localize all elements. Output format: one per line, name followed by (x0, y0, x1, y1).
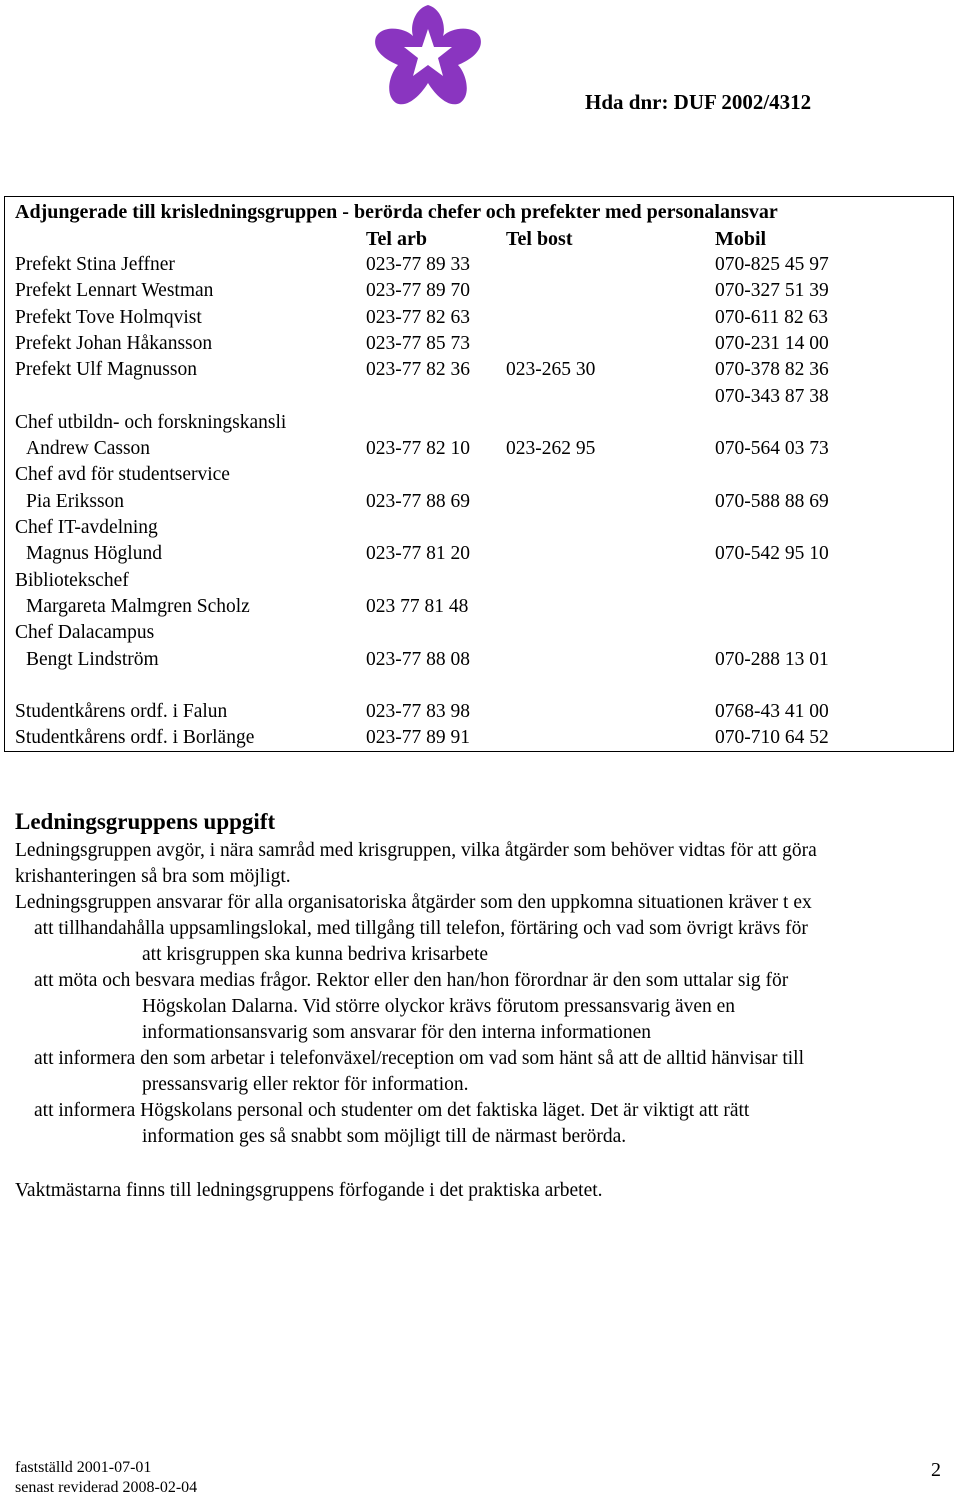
table-row (5, 280, 953, 306)
tel-arb-cell: 023-77 88 08 (366, 648, 470, 670)
paragraph-line: Ledningsgruppen avgör, i nära samråd med krisgruppen, vilka åtgärder som behöver vidtas för att göra (15, 840, 817, 861)
mobil-cell: 070-343 87 38 (715, 385, 829, 407)
table-header-row (5, 228, 953, 254)
table-row (5, 649, 953, 675)
tel-arb-cell: 023-77 83 98 (366, 701, 470, 723)
page-number: 2 (931, 1459, 941, 1481)
table-row (5, 701, 953, 727)
name-cell: Andrew Casson (26, 438, 151, 460)
mobil-cell: 070-825 45 97 (715, 254, 829, 275)
table-row (5, 412, 953, 438)
mobil-cell: 070-611 82 63 (715, 306, 829, 328)
footer-revised-date: senast reviderad 2008-02-04 (15, 1479, 198, 1496)
tel-arb-cell: 023-77 82 63 (366, 306, 470, 328)
name-cell: Margareta Malmgren Scholz (26, 595, 250, 617)
name-cell: Prefekt Johan Håkansson (15, 332, 213, 354)
col-header-mobil: Mobil (715, 228, 767, 250)
closing-paragraph: Vaktmästarna finns till ledningsgruppens förfogande i det praktiska arbetet. (15, 1180, 603, 1201)
table-row (5, 464, 953, 490)
section-heading: Ledningsgruppens uppgift (15, 809, 276, 834)
table-row (5, 307, 953, 333)
mobil-cell: 0768-43 41 00 (715, 701, 829, 723)
list-item-continuation: pressansvarig eller rektor för information. (142, 1074, 469, 1095)
table-row (5, 491, 953, 517)
col-header-tel-bost: Tel bost (506, 228, 573, 250)
tel-bost-cell: 023-262 95 (506, 438, 596, 460)
paragraph-line: Ledningsgruppen ansvarar för alla organisatoriska åtgärder som den uppkomna situationen kräver t ex (15, 892, 812, 913)
mobil-cell: 070-588 88 69 (715, 490, 829, 512)
tel-arb-cell: 023-77 89 91 (366, 727, 470, 749)
tel-arb-cell: 023-77 89 70 (366, 280, 470, 302)
mobil-cell: 070-231 14 00 (715, 332, 829, 354)
table-row (5, 570, 953, 596)
name-cell: Prefekt Lennart Westman (15, 280, 214, 302)
star-flower-logo-icon (372, 3, 484, 107)
mobil-cell: 070-542 95 10 (715, 543, 829, 565)
table-row (5, 386, 953, 412)
footer-created-date: fastställd 2001-07-01 (15, 1459, 152, 1476)
tel-arb-cell: 023-77 81 20 (366, 543, 470, 565)
table-row (5, 727, 953, 753)
mobil-cell: 070-327 51 39 (715, 280, 829, 302)
table-row (5, 543, 953, 569)
name-cell: Chef avd för studentservice (15, 464, 230, 486)
name-cell: Prefekt Tove Holmqvist (15, 306, 202, 328)
paragraph-line: krishanteringen så bra som möjligt. (15, 866, 291, 887)
list-item: att informera den som arbetar i telefonväxel/reception om vad som hänt så att de alltid hänvisar till (34, 1048, 804, 1069)
list-item: att möta och besvara medias frågor. Rektor eller den han/hon förordnar är den som uttalar sig för (34, 970, 789, 991)
contact-table (4, 196, 954, 752)
table-row (5, 438, 953, 464)
list-item-continuation: att krisgruppen ska kunna bedriva krisarbete (142, 944, 489, 965)
name-cell: Chef IT-avdelning (15, 517, 158, 538)
table-title: Adjungerade till krisledningsgruppen - berörda chefer och prefekter med personalansvar (15, 201, 778, 223)
name-cell: Bibliotekschef (15, 569, 129, 591)
name-cell: Bengt Lindström (26, 648, 159, 670)
col-header-tel-arb: Tel arb (366, 228, 427, 250)
name-cell: Prefekt Ulf Magnusson (15, 359, 197, 381)
mobil-cell: 070-710 64 52 (715, 727, 829, 749)
table-row (5, 517, 953, 543)
name-cell: Studentkårens ordf. i Falun (15, 701, 228, 723)
list-item: att tillhandahålla uppsamlingslokal, med tillgång till telefon, förtäring och vad som övrigt krävs för (34, 918, 808, 939)
mobil-cell: 070-288 13 01 (715, 648, 829, 670)
tel-arb-cell: 023-77 89 33 (366, 254, 470, 275)
tel-arb-cell: 023 77 81 48 (366, 595, 469, 617)
document-number: Hda dnr: DUF 2002/4312 (585, 90, 812, 114)
table-row (5, 333, 953, 359)
tel-arb-cell: 023-77 82 36 (366, 359, 470, 381)
tel-arb-cell: 023-77 88 69 (366, 490, 470, 512)
name-cell: Studentkårens ordf. i Borlänge (15, 727, 255, 749)
table-row (5, 596, 953, 622)
list-item-continuation: informationsansvarig som ansvarar för den interna informationen (142, 1022, 652, 1043)
table-row (5, 359, 953, 385)
list-item: att informera Högskolans personal och studenter om det faktiska läget. Det är viktigt att rätt (34, 1100, 750, 1121)
mobil-cell: 070-378 82 36 (715, 359, 829, 381)
list-item-continuation: Högskolan Dalarna. Vid större olyckor krävs förutom pressansvarig även en (142, 996, 736, 1017)
tel-arb-cell: 023-77 82 10 (366, 438, 470, 460)
name-cell: Magnus Höglund (26, 543, 162, 565)
name-cell: Chef Dalacampus (15, 622, 155, 644)
name-cell: Prefekt Stina Jeffner (15, 254, 175, 275)
mobil-cell: 070-564 03 73 (715, 438, 829, 460)
table-row (5, 254, 953, 280)
list-item-continuation: information ges så snabbt som möjligt till de närmast berörda. (142, 1126, 627, 1147)
tel-arb-cell: 023-77 85 73 (366, 332, 470, 354)
name-cell: Pia Eriksson (26, 490, 125, 512)
tel-bost-cell: 023-265 30 (506, 359, 596, 381)
table-row (5, 622, 953, 648)
name-cell: Chef utbildn- och forskningskansli (15, 411, 287, 433)
table-row (5, 675, 953, 701)
